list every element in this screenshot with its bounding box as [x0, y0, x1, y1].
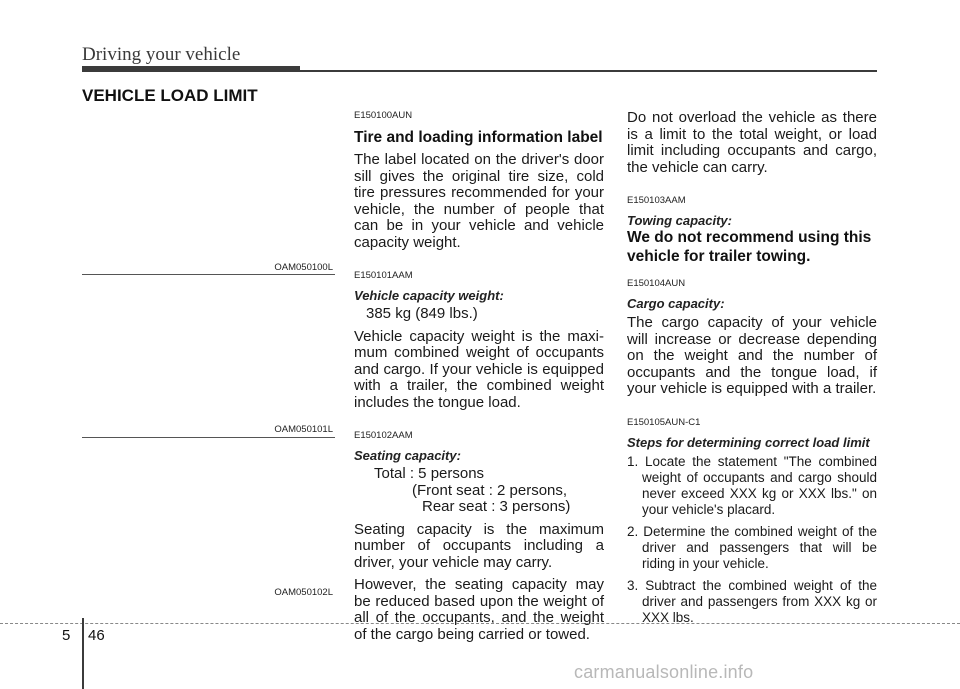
list-item: 3. Subtract the combined weight of the driver and passengers from XXX kg or XXX lbs.: [627, 577, 877, 625]
section-code: E150103AAM: [627, 195, 686, 206]
figure-code: OAM050100L: [274, 262, 333, 273]
section-code: E150101AAM: [354, 270, 413, 281]
section-heading: VEHICLE LOAD LIMIT: [82, 86, 258, 105]
seating-front: (Front seat : 2 persons,: [412, 481, 568, 499]
page-number: 46: [88, 627, 105, 644]
figure-tire-label: [82, 112, 335, 272]
paragraph: Vehicle capacity weight is the maxi-mum combined weight of occupants and cargo. If your vehicle is equipped with a trailer, the combined weight includes the tongue load.: [354, 327, 604, 411]
footer-divider: [82, 618, 84, 689]
section-code: E150100AUN: [354, 110, 413, 121]
subsection-heading: Seating capacity:: [354, 448, 461, 463]
section-code: E150104AUN: [627, 278, 686, 289]
section-code: E150105AUN-C1: [627, 416, 701, 428]
paragraph: The cargo capacity of your vehicle will increase or decrease depending on the weight and the number of occupants and the tongue load, if your vehicle is equipped with a trailer.: [627, 314, 877, 397]
figure-divider: [82, 437, 335, 438]
paragraph: Seating capacity is the maximum number of occupants including a driver, your vehicle may carry.: [354, 520, 604, 571]
watermark: carmanualsonline.info: [574, 662, 754, 682]
header-rule-thick: [82, 66, 300, 72]
towing-warning-line: vehicle for trailer towing.: [627, 248, 811, 265]
seating-total: Total : 5 persons: [374, 465, 485, 482]
figure-code: OAM050102L: [274, 587, 333, 598]
subsection-heading: Towing capacity:: [627, 213, 732, 228]
capacity-value: 385 kg (849 lbs.): [366, 305, 478, 322]
chapter-number: 5: [62, 627, 71, 644]
figure-capacity-label: [82, 276, 335, 434]
subsection-heading: Vehicle capacity weight:: [354, 288, 504, 303]
paragraph: However, the seating capacity may be reduced based upon the weight of all of the occupants, and the weight of the cargo being carried or towed.: [354, 576, 604, 643]
subsection-heading: Steps for determining correct load limit: [627, 434, 870, 450]
header-rule-thin: [300, 70, 877, 72]
towing-warning-line: We do not recommend using this: [627, 229, 872, 246]
list-item: 2. Determine the combined weight of the driver and passengers that will be riding in your vehicle.: [627, 523, 877, 571]
figure-seating-label: [82, 439, 335, 597]
figure-divider: [82, 274, 335, 275]
section-code: E150102AAM: [354, 430, 413, 441]
paragraph: Do not overload the vehicle as there is a limit to the total weight, or load limit including occupants and cargo, the vehicle can carry.: [627, 109, 877, 176]
figure-code: OAM050101L: [274, 424, 333, 435]
paragraph: The label located on the driver's door sill gives the original tire size, cold tire pressures recommended for your vehicle, the number of people that can be in your vehicle and vehicle capacity weight.: [354, 151, 604, 251]
middle-column: [354, 110, 604, 643]
right-column: [627, 110, 877, 632]
list-item: 1. Locate the statement "The combined weight of occupants and cargo should never exceed XXX kg or XXX lbs." on your vehicle's placard.: [627, 453, 877, 517]
seating-rear: Rear seat : 3 persons): [422, 498, 571, 515]
footer-rule: [0, 623, 960, 624]
subsection-title: Tire and loading information label: [354, 129, 603, 146]
subsection-heading: Cargo capacity:: [627, 296, 725, 311]
running-header: Driving your vehicle: [82, 44, 241, 65]
steps-list: [627, 454, 877, 626]
